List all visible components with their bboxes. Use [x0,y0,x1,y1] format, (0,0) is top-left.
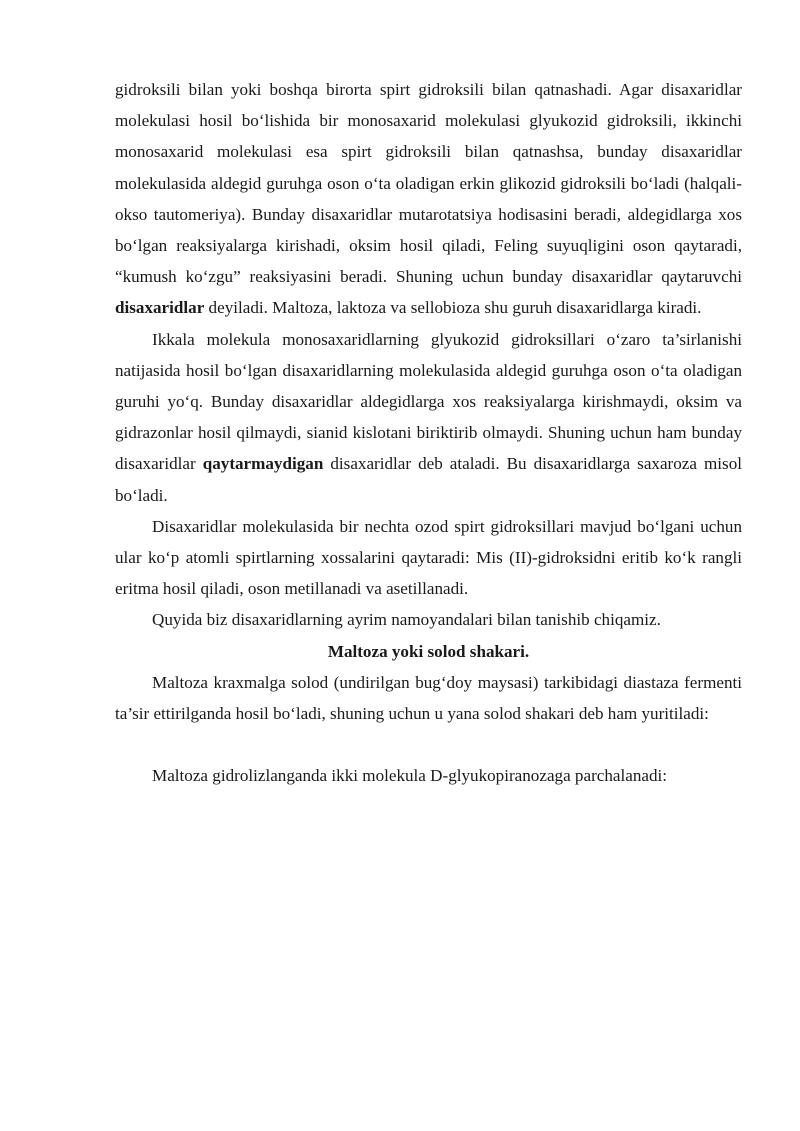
section-heading-maltose: Maltoza yoki solod shakari. [327,641,530,661]
paragraph-nonreducing-disaccharides [115,324,742,511]
bold-term-disaxaridlar: disaxaridlar [115,298,205,318]
paragraph-intro-representatives: Quyida biz disaxaridlarning ayrim namoyandalari bilan tanishib chiqamiz. [152,610,661,630]
paragraph-text: gidroksili bilan yoki boshqa birorta spirt gidroksili bilan qatnashadi. Agar disaxaridlar molekulasi hosil bo‘lishida bir monosaxarid molekulasi glyukozid gidroksili, ikkinchi monosaxarid molekulasi esa spirt gidroksili bilan qatnashsa, bunday disaxaridlar molekulasida aldegid guruhga oson o‘ta oladigan erkin glikozid gidroksili bo‘ladi (halqali-okso tautomeriya). Bunday disaxaridlar mutarotatsiya hodisasini beradi, aldegidlarga xos bo‘lgan reaksiyalarga kirishadi, oksim hosil qiladi, Feling suyuqligini oson qaytaradi, “kumush ko‘zgu” reaksiyasini beradi. Shuning uchun bunday disaxaridlar qaytaruvchi [115,80,742,287]
paragraph-polyol-properties: Disaxaridlar molekulasida bir nechta ozod spirt gidroksillari mavjud bo‘lgani uchun ular ko‘p atomli spirtlarning xossalarini qaytaradi: Mis (II)-gidroksidni eritib ko‘k rangli eritma hosil qiladi, oson metillanadi va asetillanadi. [115,516,742,599]
document-page [115,74,742,791]
paragraph-maltose-hydrolysis: Maltoza gidrolizlanganda ikki molekula D-glyukopiranozaga parchalanadi: [152,766,667,786]
paragraph-maltose-origin: Maltoza kraxmalga solod (undirilgan bug‘doy maysasi) tarkibidagi diastaza fermenti ta’sir ettirilganda hosil bo‘ladi, shuning uchun u yana solod shakari deb ham yuritiladi: [115,672,742,724]
blank-line [115,729,742,760]
paragraph-text: deyiladi. Maltoza, laktoza va sellobioza shu guruh disaxaridlarga kiradi. [204,298,702,318]
paragraph-text: disaxaridlar deb ataladi. Bu disaxaridlarga saxaroza misol bo‘ladi. [115,454,742,505]
paragraph-reducing-disaccharides [115,74,742,324]
bold-term-qaytarmaydigan: qaytarmaydigan [202,454,324,474]
paragraph-text: Ikkala molekula monosaxaridlarning glyukozid gidroksillari o‘zaro ta’sirlanishi natijasida hosil bo‘lgan disaxaridlarning molekulasida aldegid guruhga oson o‘ta oladigan guruhi yo‘q. Bunday disaxaridlar aldegidlarga xos reaksiyalarga kirishmaydi, oksim va gidrazonlar hosil qilmaydi, sianid kislotani biriktirib olmaydi. Shuning uchun ham bunday disaxaridlar [115,329,742,474]
